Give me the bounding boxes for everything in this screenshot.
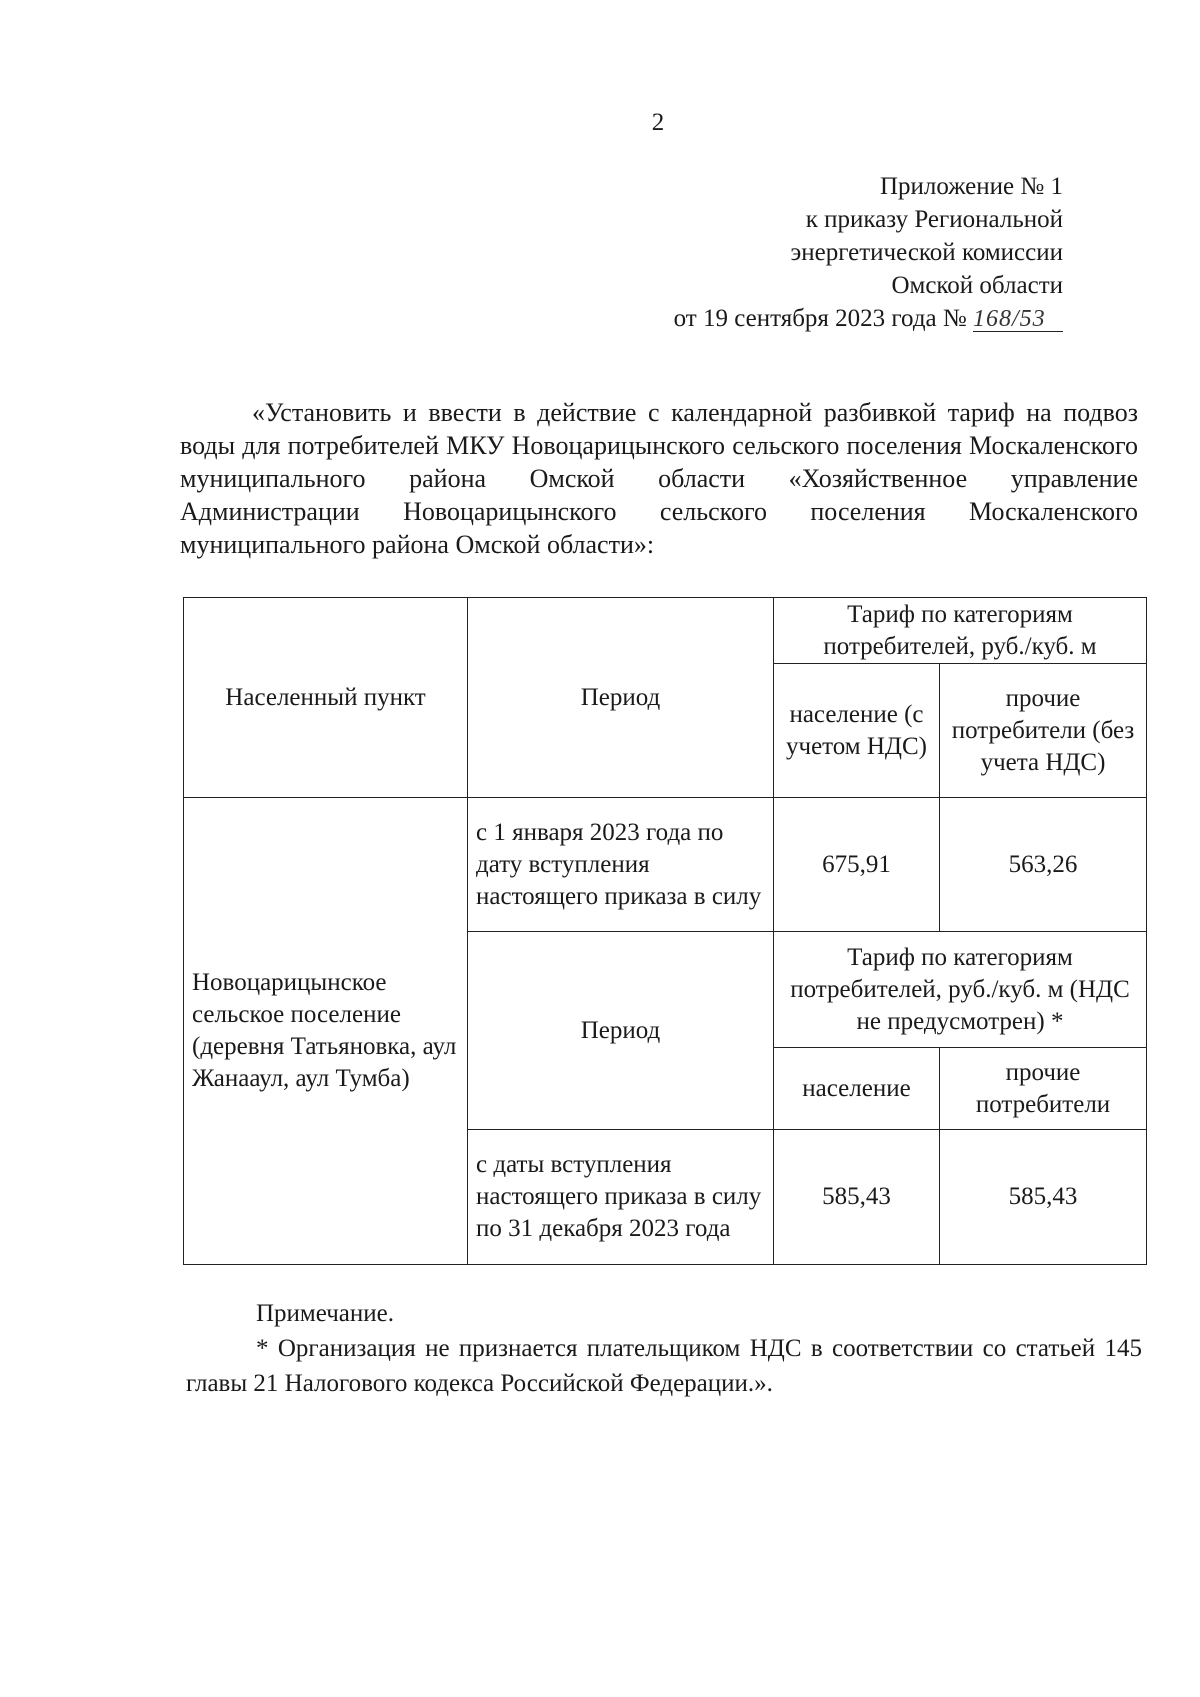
- header-settlement: Населенный пункт: [184, 598, 468, 798]
- note-text: * Организация не признается плательщиком НДС в соответствии со статьей 145 главы 21 Налогового кодекса Российской Федерации.».: [186, 1335, 1142, 1397]
- appendix-header: [674, 170, 1063, 335]
- row1-others-tariff: 563,26: [940, 798, 1147, 932]
- appendix-region: Омской области: [891, 272, 1063, 299]
- header-period: Период: [468, 598, 774, 798]
- note-section: [186, 1296, 1142, 1401]
- appendix-date-line: [674, 302, 1063, 335]
- row1-period: с 1 января 2023 года по дату вступления настоящего приказа в силу: [468, 798, 774, 932]
- appendix-commission: энергетической комиссии: [790, 239, 1063, 266]
- row2-population-tariff: 585,43: [774, 1130, 940, 1265]
- handwritten-order-number: 168/53: [973, 307, 1063, 332]
- header-tariff-2: Тариф по категориям потребителей, руб./куб. м (НДС не предусмотрен) *: [774, 932, 1147, 1048]
- tariff-table: [183, 597, 1147, 1265]
- header-population-2: население: [774, 1048, 940, 1130]
- row2-others-tariff: 585,43: [940, 1130, 1147, 1265]
- intro-text: «Установить и ввести в действие с календарной разбивкой тариф на подвоз воды для потребителей МКУ Новоцарицынского сельского поселения Москаленского муниципального района Омской области «Хозяйственное управление Администрации Новоцарицынского сельского поселения Москаленского муниципального района Омской области»:: [180, 398, 1138, 559]
- row1-population-tariff: 675,91: [774, 798, 940, 932]
- note-title: Примечание.: [256, 1300, 395, 1327]
- header-tariff: Тариф по категориям потребителей, руб./куб. м: [774, 598, 1147, 664]
- intro-paragraph: [180, 396, 1138, 561]
- appendix-date: от 19 сентября 2023 года №: [673, 305, 967, 332]
- row2-period: с даты вступления настоящего приказа в силу по 31 декабря 2023 года: [468, 1130, 774, 1265]
- page-number: 2: [651, 109, 665, 136]
- header-period-2: Период: [468, 932, 774, 1130]
- settlement-cell: Новоцарицынское сельское поселение (деревня Татьяновка, аул Жанааул, аул Тумба): [184, 798, 468, 1265]
- appendix-order-ref: к приказу Региональной: [805, 206, 1063, 233]
- header-others-2: прочие потребители: [940, 1048, 1147, 1130]
- header-others: прочие потребители (без учета НДС): [940, 664, 1147, 798]
- appendix-title: Приложение № 1: [879, 173, 1063, 200]
- header-population: население (с учетом НДС): [774, 664, 940, 798]
